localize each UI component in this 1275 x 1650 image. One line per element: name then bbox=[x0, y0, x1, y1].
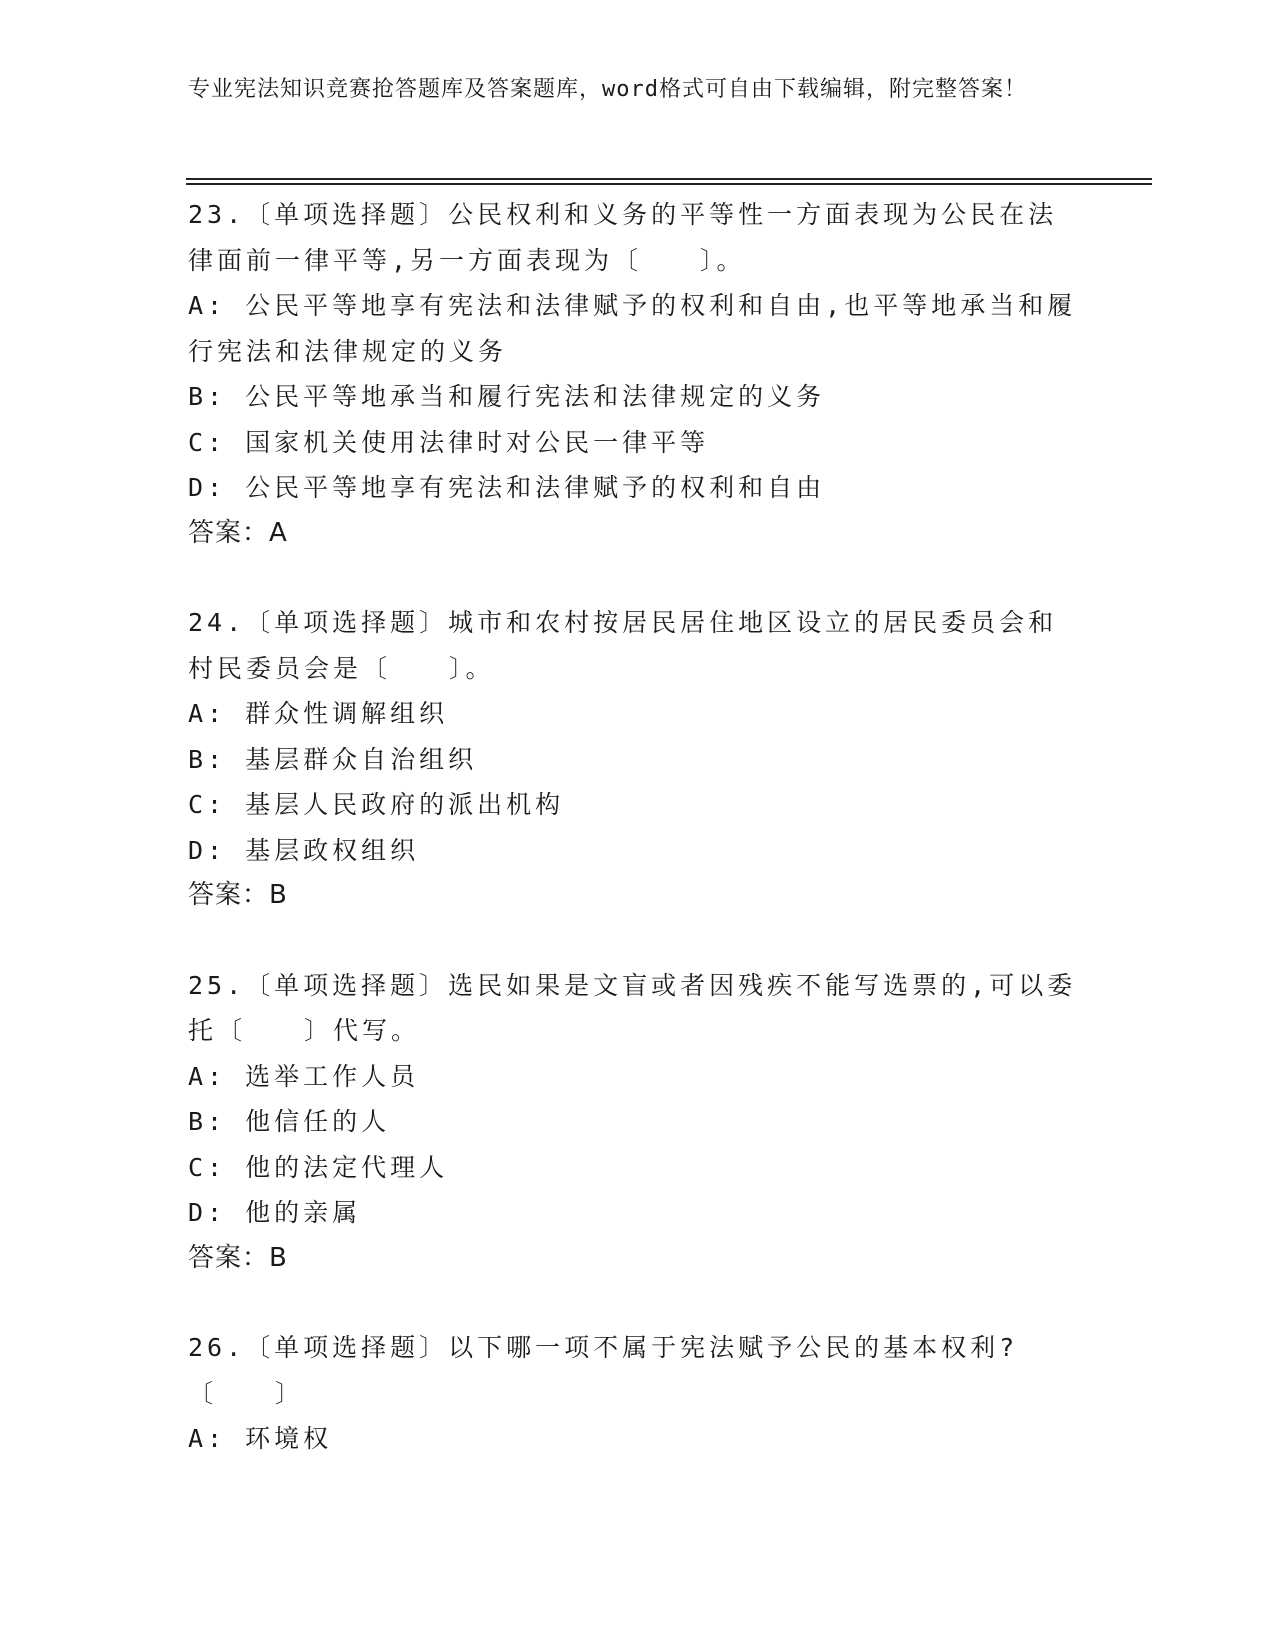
option-c: C: 国家机关使用法律时对公民一律平等 bbox=[188, 427, 710, 457]
header-rule-top bbox=[186, 178, 1152, 180]
question-24 bbox=[188, 600, 1088, 919]
question-stem: 24.〔单项选择题〕城市和农村按居民居住地区设立的居民委员会和村民委员会是〔 〕。 bbox=[188, 608, 1058, 683]
answer-line: 答案：B bbox=[188, 880, 288, 910]
option-a: A: 选举工作人员 bbox=[188, 1061, 420, 1091]
header-text: 专业宪法知识竞赛抢答题库及答案题库，word格式可自由下载编辑，附完整答案！ bbox=[188, 77, 1027, 102]
answer-line: 答案：B bbox=[188, 1242, 288, 1273]
option-b: B: 基层群众自治组织 bbox=[188, 744, 478, 774]
option-d: D: 他的亲属 bbox=[188, 1198, 362, 1227]
option-d: D: 公民平等地享有宪法和法律赋予的权利和自由 bbox=[188, 473, 826, 502]
option-a: A: 环境权 bbox=[188, 1424, 333, 1453]
option-c: C: 基层人民政府的派出机构 bbox=[188, 790, 565, 819]
option-b: B: 他信任的人 bbox=[188, 1107, 391, 1136]
question-list bbox=[188, 192, 1088, 1506]
option-c: C: 他的法定代理人 bbox=[188, 1152, 449, 1182]
document-header bbox=[188, 74, 1068, 105]
question-stem: 25.〔单项选择题〕选民如果是文盲或者因残疾不能写选票的,可以委托〔 〕代写。 bbox=[188, 970, 1077, 1045]
question-stem: 23.〔单项选择题〕公民权利和义务的平等性一方面表现为公民在法律面前一律平等,另一方面表现为〔 〕。 bbox=[188, 200, 1058, 275]
answer-line: 答案：A bbox=[188, 517, 288, 548]
option-a: A: 公民平等地享有宪法和法律赋予的权利和自由,也平等地承当和履行宪法和法律规定的义务 bbox=[188, 291, 1077, 366]
question-26 bbox=[188, 1325, 1088, 1462]
question-stem: 26.〔单项选择题〕以下哪一项不属于宪法赋予公民的基本权利?〔 〕 bbox=[188, 1333, 1019, 1408]
option-a: A: 群众性调解组织 bbox=[188, 699, 449, 728]
header-rule-bottom bbox=[186, 183, 1152, 185]
question-25 bbox=[188, 963, 1088, 1282]
option-d: D: 基层政权组织 bbox=[188, 835, 420, 865]
question-23 bbox=[188, 192, 1088, 556]
option-b: B: 公民平等地承当和履行宪法和法律规定的义务 bbox=[188, 382, 826, 411]
